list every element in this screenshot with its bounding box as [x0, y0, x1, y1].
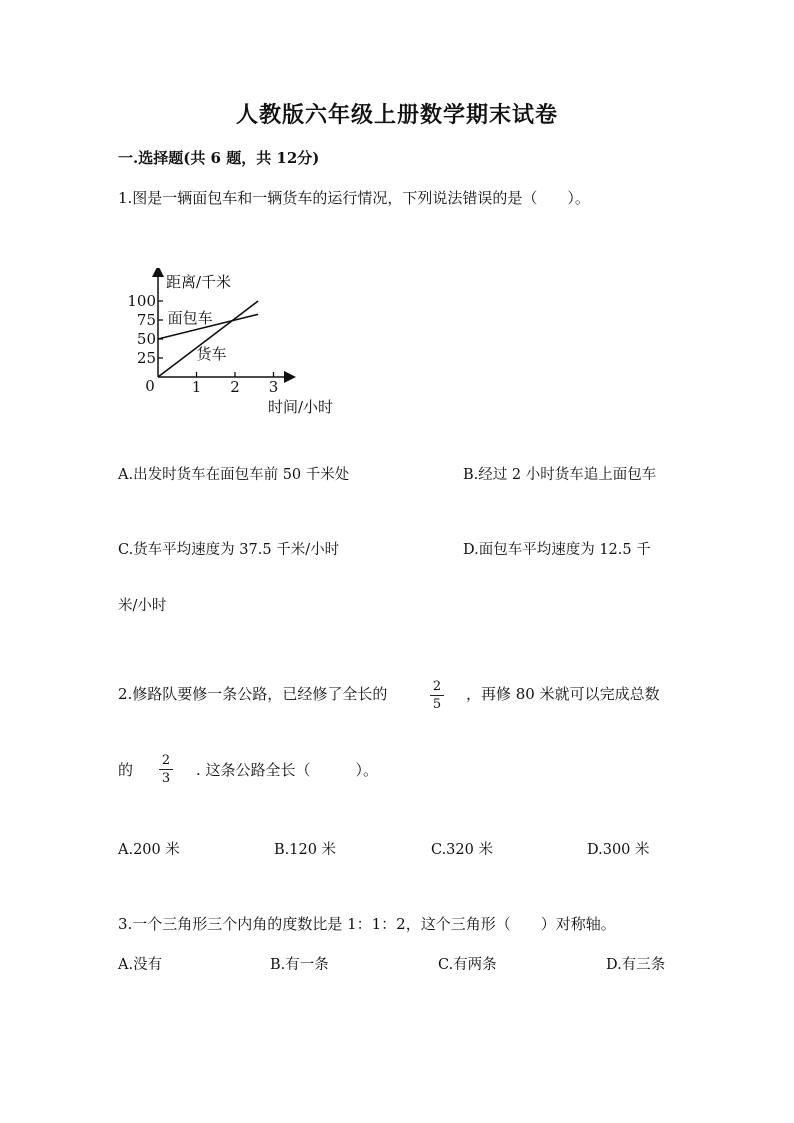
x-axis-label: 时间/小时	[268, 398, 334, 416]
y-tick-label: 100	[127, 292, 156, 310]
x-tick-label: 3	[268, 378, 279, 396]
fraction-numerator: 2	[161, 753, 171, 768]
q1-option-d-continued: 米/小时	[118, 598, 167, 614]
q2-option-a[interactable]: A.200 米	[118, 842, 180, 858]
question-2-stem-part2: ，再修 80 米就可以完成总数	[466, 685, 660, 703]
q3-option-b[interactable]: B.有一条	[270, 957, 329, 973]
fraction-bar	[430, 695, 444, 696]
series-label-van: 面包车	[167, 309, 213, 327]
y-tick-label: 50	[136, 330, 156, 348]
question-2-stem-part4: . 这条公路全长（ ）。	[196, 761, 379, 779]
x-tick-label: 2	[230, 378, 240, 396]
question-2-stem-part1: 2.修路队要修一条公路，已经修了全长的	[118, 685, 388, 703]
q1-option-b[interactable]: B.经过 2 小时货车追上面包车	[463, 467, 657, 483]
page-title: 人教版六年级上册数学期末试卷	[235, 102, 558, 128]
y-axis-label: 距离/千米	[166, 273, 232, 291]
fraction-bar	[159, 769, 173, 770]
fraction-denominator: 3	[161, 771, 171, 786]
fraction-denominator: 5	[432, 697, 442, 712]
q1-option-d[interactable]: D.面包车平均速度为 12.5 千	[463, 542, 651, 558]
q2-option-d[interactable]: D.300 米	[587, 842, 650, 858]
q1-option-c[interactable]: C.货车平均速度为 37.5 千米/小时	[118, 542, 340, 558]
q1-option-a[interactable]: A.出发时货车在面包车前 50 千米处	[118, 467, 350, 483]
origin-label: 0	[145, 377, 155, 395]
question-2-stem-part3: 的	[118, 761, 134, 779]
fraction-two-thirds	[159, 753, 173, 786]
y-tick-label: 75	[136, 311, 156, 329]
q3-option-d[interactable]: D.有三条	[606, 957, 666, 973]
q3-option-a[interactable]: A.没有	[118, 957, 163, 973]
y-tick-label: 25	[136, 349, 156, 367]
q2-option-b[interactable]: B.120 米	[274, 842, 337, 858]
series-label-truck: 货车	[196, 345, 227, 363]
x-tick-label: 1	[191, 378, 202, 396]
q3-option-c[interactable]: C.有两条	[438, 957, 497, 973]
fraction-two-fifths	[430, 679, 444, 712]
q1-line-chart	[110, 268, 370, 418]
question-1-stem: 1.图是一辆面包车和一辆货车的运行情况，下列说法错误的是（ ）。	[118, 189, 590, 207]
fraction-numerator: 2	[432, 679, 442, 694]
question-3-stem: 3.一个三角形三个内角的度数比是 1：1：2，这个三角形（ ）对称轴。	[118, 915, 616, 933]
section-heading: 一.选择题(共 6 题，共 12分)	[118, 149, 320, 167]
q2-option-c[interactable]: C.320 米	[431, 842, 493, 858]
